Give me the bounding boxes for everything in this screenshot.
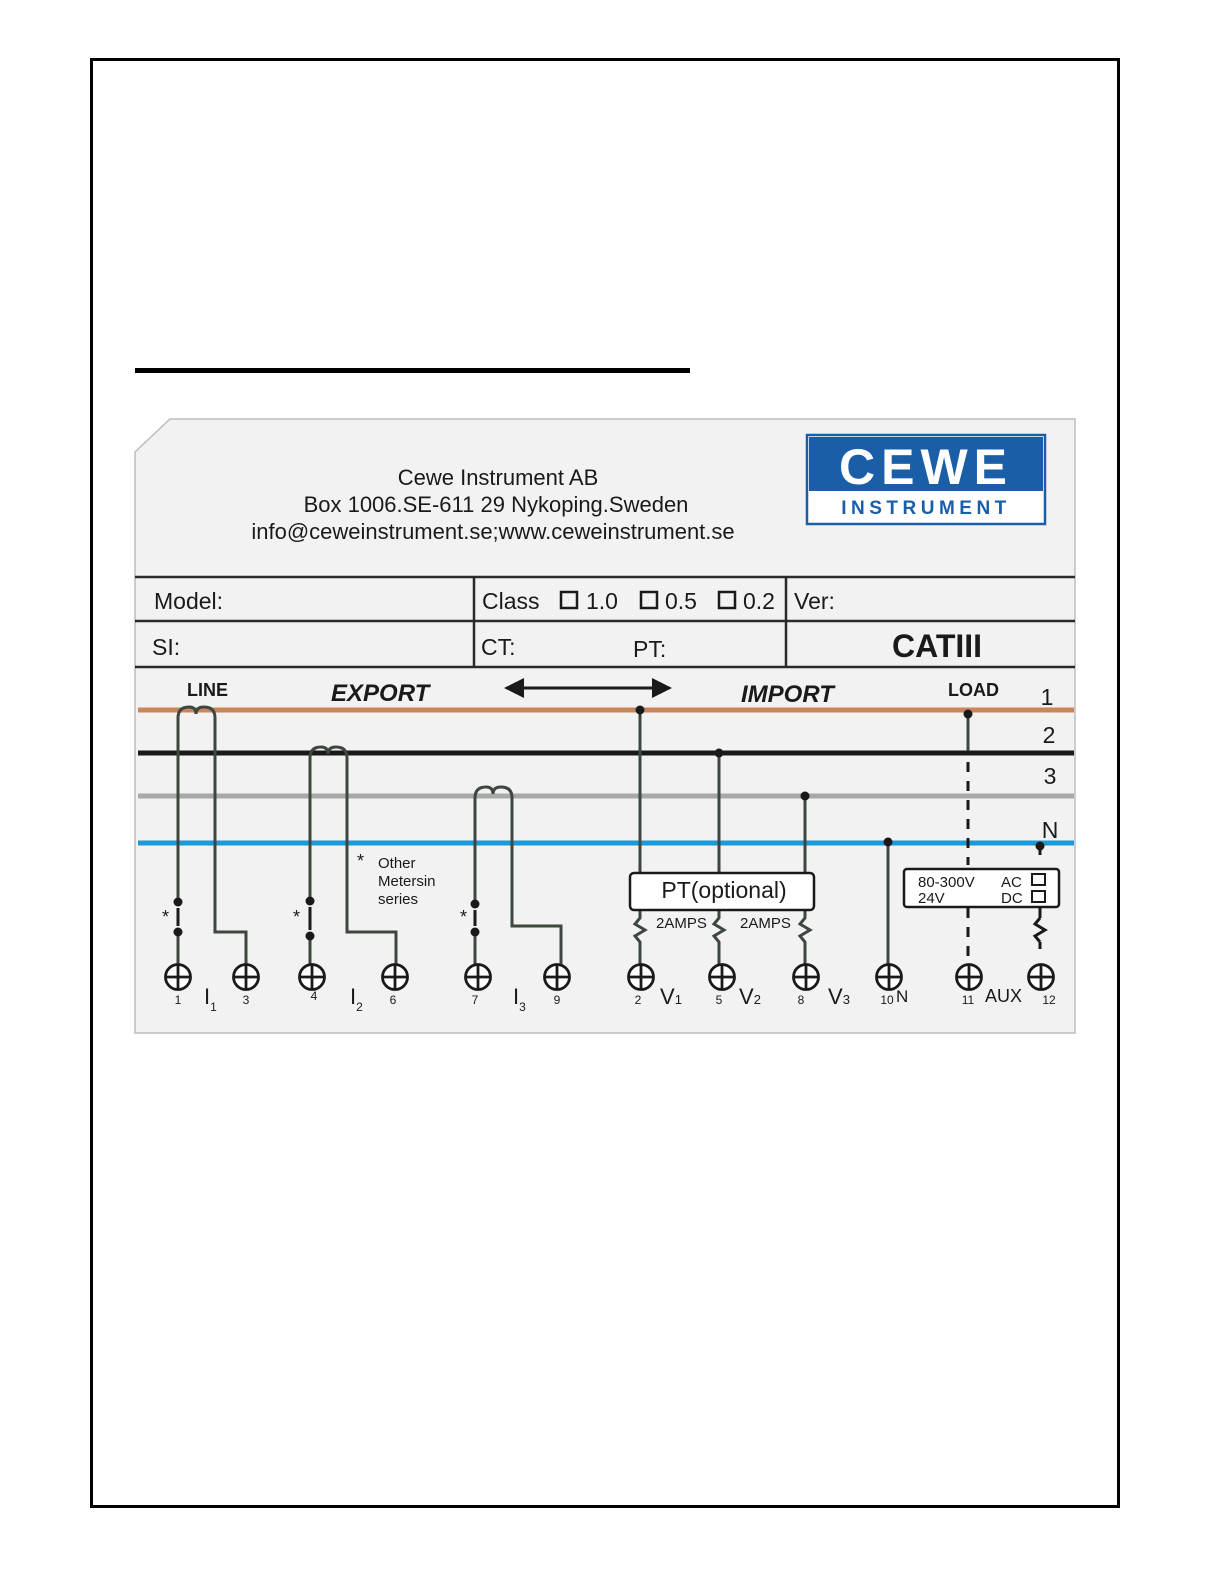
aux-ac-label: AC [1001,874,1022,891]
phase-label-n: N [1041,817,1059,843]
polarity-star: * [460,907,468,927]
terminal-label-v2: V2 [739,984,761,1009]
terminal-label-i1: $I_1$ [204,984,217,1014]
terminal-number: 7 [471,993,479,1007]
terminal-6-icon [383,965,408,990]
ver-field: Ver: [794,588,835,614]
class-option: 0.2 [743,588,775,614]
terminal-number: 4 [310,989,318,1003]
aux-supply-box [904,869,1059,907]
note-star: * [357,851,365,871]
terminal-3-icon [234,965,259,990]
terminal-number: 11 [961,993,975,1007]
cewe-logo [807,435,1045,524]
ct-field: CT: [481,634,516,660]
aux-dc-label: DC [1001,890,1023,907]
terminal-11-icon [957,965,982,990]
note-line: Metersin [378,873,436,890]
note-line: series [378,891,419,908]
terminal-number: 6 [389,993,397,1007]
company-contact: info@ceweinstrument.se;www.ceweinstrument.se [251,519,735,544]
export-label: EXPORT [331,680,430,707]
logo-word: CEWE [839,439,1013,495]
logo-subword: INSTRUMENT [841,498,1011,519]
aux-voltage-ac: 80-300V [918,874,975,891]
title-rule [135,368,690,373]
terminal-number: 2 [634,993,642,1007]
terminal-number: 10 [880,993,894,1007]
class-option: 1.0 [586,588,618,614]
note-line: Other [378,855,416,872]
terminal-label-v3: V3 [828,984,850,1009]
pt-field: PT: [633,636,667,662]
load-label: LOAD [948,680,999,700]
terminal-2-icon [629,965,654,990]
terminal-12-icon [1029,965,1054,990]
phase-label-2: 2 [1042,722,1056,748]
terminal-9-icon [545,965,570,990]
terminal-label-n: N [896,987,909,1006]
terminal-number: 3 [242,993,250,1007]
terminal-label-i3: $I_3$ [513,984,526,1014]
model-field: Model: [154,588,224,614]
aux-voltage-dc: 24V [918,890,945,907]
terminal-number: 1 [174,993,182,1007]
polarity-star: * [293,907,301,927]
company-address: Box 1006.SE-611 29 Nykoping.Sweden [303,492,689,517]
pt-box-label: PT(optional) [661,877,787,903]
terminal-number: 9 [553,993,561,1007]
class-option: 0.5 [665,588,697,614]
polarity-star: * [162,907,170,927]
terminal-4-icon [300,965,325,990]
terminal-label-v1: V1 [660,984,682,1009]
terminal-label-aux: AUX [985,986,1023,1006]
terminal-5-icon [710,965,735,990]
phase-label-1: 1 [1040,684,1054,710]
line-label: LINE [187,680,229,700]
terminal-label-i2: $I_2$ [350,984,363,1014]
company-name: Cewe Instrument AB [397,465,599,490]
phase-label-3: 3 [1043,763,1057,789]
fuse-rating: 2AMPS [740,915,791,932]
fuse-rating: 2AMPS [656,915,707,932]
terminal-number: 5 [715,993,723,1007]
terminal-number: 8 [797,993,805,1007]
terminal-number: 12 [1042,993,1056,1007]
si-field: SI: [152,634,181,660]
terminal-8-icon [794,965,819,990]
class-field: Class [482,588,540,614]
cat-rating: CATIII [891,628,983,664]
terminal-1-icon [166,965,191,990]
terminal-10-icon [877,965,902,990]
import-label: IMPORT [741,681,834,708]
terminal-7-icon [466,965,491,990]
pt-box [630,873,814,910]
wiring-label [134,418,1076,1034]
